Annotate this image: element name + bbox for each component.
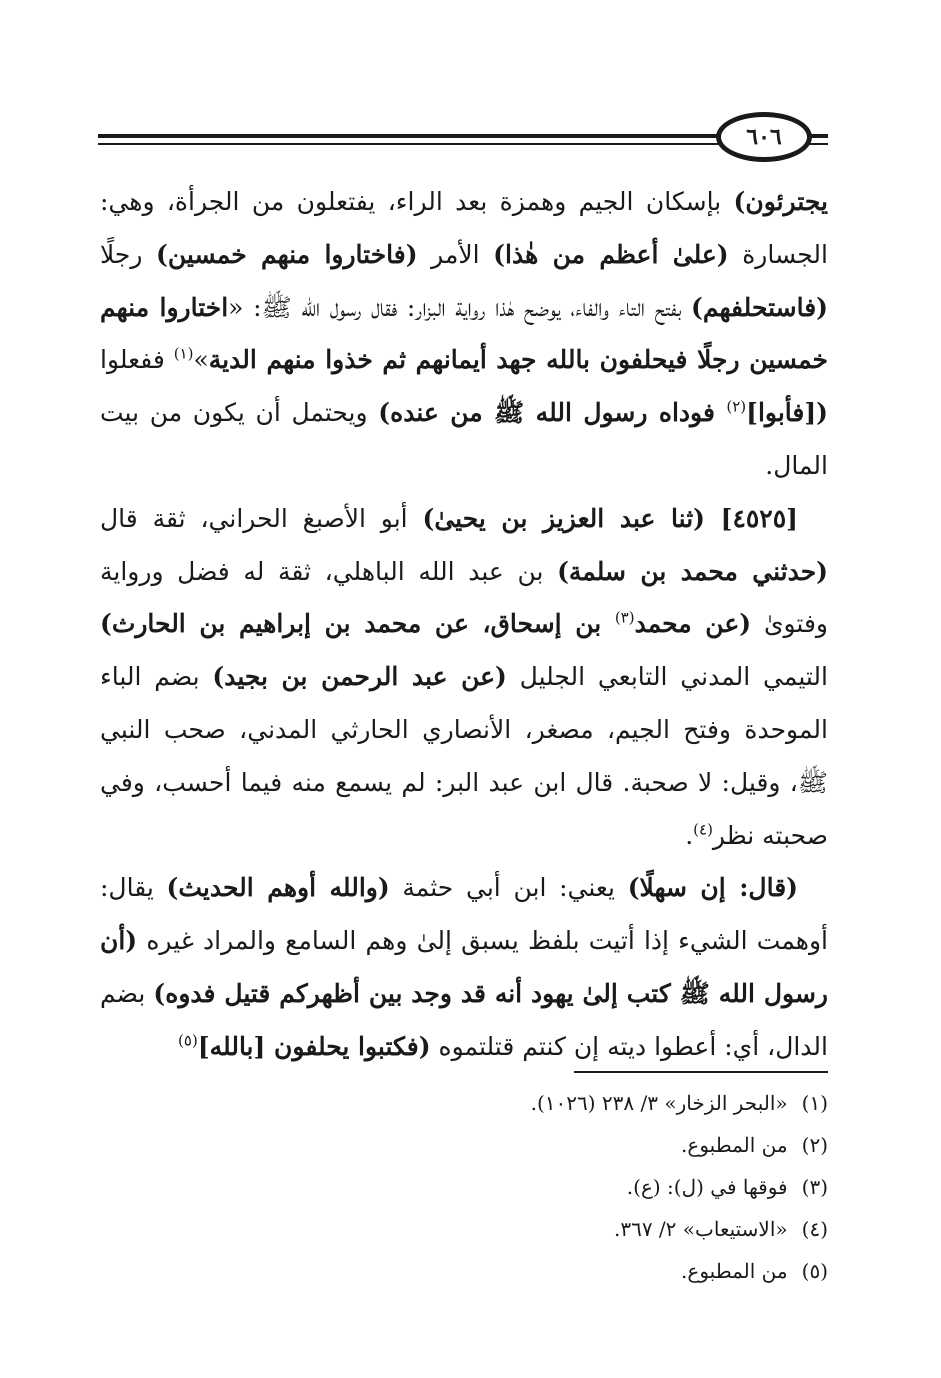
footnote-text: «الاستيعاب» ٢/ ٣٦٧. — [613, 1217, 788, 1241]
footnote-number: (٤) — [801, 1217, 828, 1241]
footnote-item — [300, 1250, 828, 1292]
footnote-text: من المطبوع. — [681, 1133, 788, 1157]
footnote-number: (١) — [801, 1091, 828, 1115]
plain-text: » — [193, 345, 209, 375]
bold-text: [٤٥٢٥] (ثنا عبد العزيز بن يحيىٰ) — [422, 503, 798, 533]
bold-text: (عن محمد — [634, 609, 752, 639]
plain-text: يعني: ابن أبي حثمة — [389, 873, 628, 903]
bold-text: فوداه رسول الله ﷺ من عنده) — [378, 398, 727, 428]
bold-text: (عن عبد الرحمن بن بجيد) — [212, 662, 507, 692]
footnote-text: فوقها في (ل): (ع). — [626, 1175, 788, 1199]
footnote-item — [300, 1124, 828, 1166]
plain-text: . — [685, 820, 694, 850]
footnote-number: (٢) — [801, 1133, 828, 1157]
page-number: ٦٠٦ — [746, 124, 782, 150]
paragraph — [100, 493, 828, 863]
footnotes — [300, 1082, 828, 1292]
paragraph — [100, 176, 828, 493]
paragraph — [100, 862, 828, 1073]
bold-text: (فاستحلفهم) — [691, 292, 828, 322]
plain-text: بضم الدال، أي: أعطوا ديته إن كنتم قتلتموه — [100, 978, 828, 1061]
footnote-number: (٣) — [801, 1175, 828, 1199]
bold-text: يجترئون) — [733, 187, 828, 216]
plain-text: يقال: أوهمت الشيء إذا أتيت بلفظ يسبق إلىٰ وهم السامع والمراد غيره — [100, 873, 828, 956]
bold-text: (قال: إن سهلًا) — [627, 873, 798, 903]
footnote-item — [300, 1166, 828, 1208]
plain-text: أبو الأصبغ الحراني، ثقة قال — [100, 503, 423, 533]
plain-text: بفتح التاء والفاء، يوضح هٰذا رواية البزار: فقال رسول الله ﷺ: « — [228, 292, 692, 322]
bold-text: (فكتبوا يحلفون [بالله] — [197, 1031, 431, 1061]
footnote-item — [300, 1082, 828, 1124]
footnote-ref: (١) — [173, 345, 194, 364]
footnote-ref: (٣) — [614, 609, 635, 628]
footnote-ref: (٥) — [178, 1031, 198, 1050]
footnote-ref: (٤) — [693, 820, 713, 839]
bold-text: (حدثني محمد بن سلمة) — [557, 556, 828, 586]
footnote-text: من المطبوع. — [681, 1259, 788, 1283]
footnote-number: (٥) — [801, 1259, 828, 1283]
plain-text: ويحتمل أن يكون من بيت المال. — [100, 398, 828, 480]
plain-text: التيمي المدني التابعي الجليل — [506, 662, 828, 692]
footnote-separator — [574, 1071, 828, 1073]
footnote-ref: (٢) — [726, 397, 747, 416]
page-number-badge — [716, 112, 812, 162]
plain-text: رجلًا — [100, 239, 157, 269]
plain-text: الأمر — [417, 239, 494, 269]
bold-text: (والله أوهم الحديث) — [166, 873, 390, 903]
bold-text: (فاختاروا منهم خمسين) — [156, 239, 418, 269]
page-header — [98, 112, 828, 164]
plain-text: ففعلوا — [100, 345, 174, 375]
footnote-item — [300, 1208, 828, 1250]
bold-text: (علىٰ أعظم من هٰذا) — [493, 239, 729, 269]
bold-text: (أن رسول الله ﷺ كتب إلىٰ يهود أنه قد وجد بين أظهركم قتيل فدوه) — [100, 926, 828, 1008]
plain-text: بإسكان الجيم وهمزة بعد الراء، يفتعلون من الجرأة، وهي: الجسارة — [100, 187, 828, 269]
main-text — [100, 176, 828, 1074]
bold-text: اختاروا منهم خمسين رجلًا فيحلفون بالله جهد أيمانهم ثم خذوا منهم الدية — [100, 292, 828, 375]
footnote-text: «البحر الزخار» ٣/ ٢٣٨ (١٠٢٦). — [530, 1091, 788, 1115]
plain-text: بن عبد الله الباهلي، ثقة له فضل ورواية وفتوىٰ — [100, 556, 829, 639]
bold-text: بن إسحاق، عن محمد بن إبراهيم بن الحارث) — [100, 609, 615, 639]
plain-text: بضم الباء الموحدة وفتح الجيم، مصغر، الأنصاري الحارثي المدني، صحب النبي ﷺ، وقيل: لا صحبة. قال ابن عبد البر: لم يسمع منه فيما أحسب، وفي صحبته نظر — [100, 662, 828, 850]
bold-text: ([فأبوا] — [746, 398, 828, 428]
